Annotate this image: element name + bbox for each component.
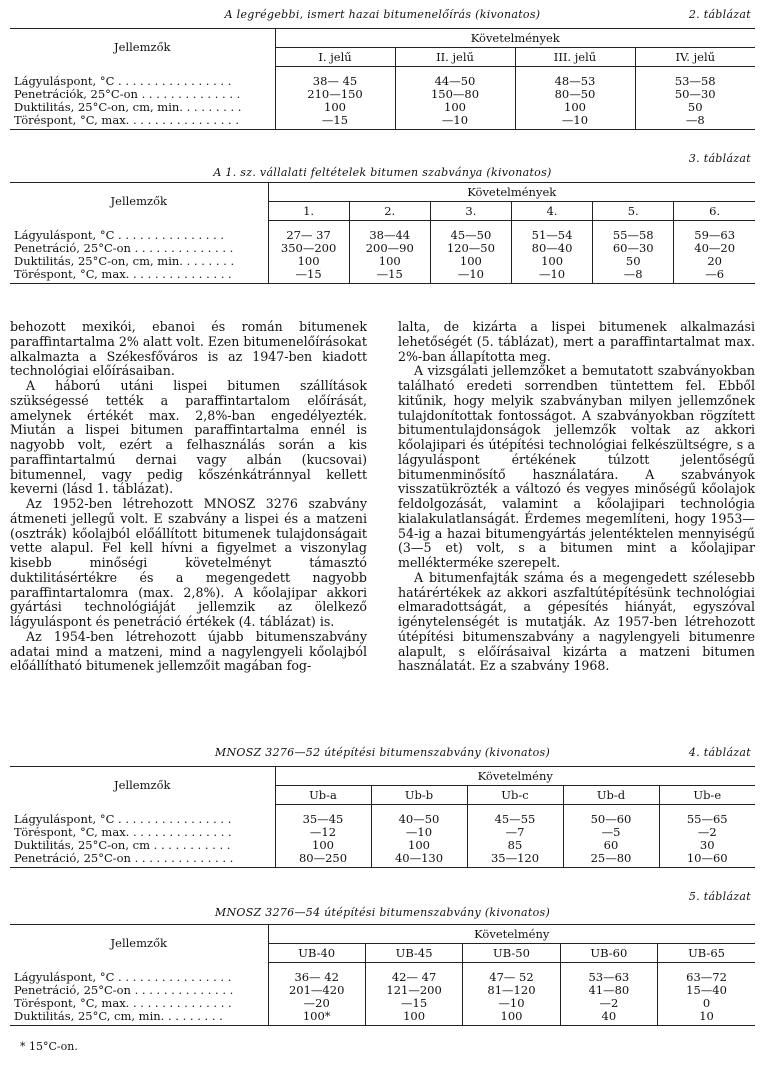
table-3-cell: 60—30: [593, 242, 674, 255]
table-4-col-header: Ub-a: [275, 786, 371, 805]
table-4-row-label: Töréspont, °C, max. . . . . . . . . . . . . . .: [14, 826, 232, 839]
table-4-cell: —10: [371, 826, 467, 839]
paragraph: A háború utáni lispei bitumen szállítások szükségessé tették a paraffintartalom előírását, amelynek értékét max. 2,8%-ban engedélyezték. Miután a lispei bitumen paraffintartalma ennél is nagyobb volt, ezért a felhasználás során a kis paraffintartalmú dernai vagy albán (kucsovai) bitumennel, vagy pedig kőszénkátránnyal kellett keverni (lásd 1. táblázat).: [10, 378, 367, 497]
table-5-row: [10, 963, 755, 985]
table-2-col-header: III. jelű: [515, 48, 635, 67]
table-5-cell: —20: [268, 997, 365, 1010]
table-3-cell: 100: [511, 255, 592, 268]
table-5-cell: —2: [560, 997, 657, 1010]
table-4-title: MNOSZ 3276—52 útépítési bitumenszabvány (kivonatos): [214, 746, 551, 759]
table-2-cell: —10: [395, 114, 515, 130]
table-3-prop-header: Jellemzők: [10, 183, 268, 221]
table-5-cell: 42— 47: [365, 963, 462, 985]
footnote: * 15°C-on.: [20, 1040, 78, 1053]
table-2-req-header: Követelmények: [275, 29, 755, 48]
table-2-cell: 44—50: [395, 67, 515, 89]
table-2-col-header: II. jelű: [395, 48, 515, 67]
table-5-row-label: Töréspont, °C, max. . . . . . . . . . . . . . .: [14, 997, 232, 1010]
table-4-cell: 40—130: [371, 852, 467, 868]
table-4-row: [10, 852, 755, 868]
table-3-title: A 1. sz. vállalati feltételek bitumen szabványa (kivonatos): [213, 166, 552, 179]
table-3-cell: 80—40: [511, 242, 592, 255]
table-2-row-label: Penetrációk, 25°C-on . . . . . . . . . . . . . .: [14, 88, 241, 101]
paragraph: behozott mexikói, ebanoi és román bitumenek paraffintartalma 2% alatt volt. Ezen bitumenelőírásokat alkalmazta a Székesfőváros is az 1947-ben kiadott technológiai előírásaiban.: [10, 319, 367, 379]
table-4-row: [10, 826, 755, 839]
table-5-row-label: Lágyuláspont, °C . . . . . . . . . . . . . . . .: [14, 969, 232, 984]
table-3-cell: 100: [349, 255, 430, 268]
table-3-cell: 27— 37: [268, 221, 349, 243]
paragraph: Az 1952-ben létrehozott MNOSZ 3276 szabvány átmeneti jellegű volt. E szabvány a lispei és a matzeni (osztrák) kőolajból előállított bitumenek tulajdonságait vette alapul. Fel kell hívni a figyelmet a viszonylag kisebb minőségi követelményt támasztó duktilitásértékre és a megengedett nagyobb paraffintartalomra (max. 2,8%). A kőolajipar akkori gyártási technológiáját jellemzik az ölelkező lágyuláspont és penetráció értékek (4. táblázat) is.: [10, 496, 367, 629]
table-2: [10, 28, 755, 130]
table-4-cell: 35—45: [275, 805, 371, 827]
table-3-col-header: 3.: [430, 202, 511, 221]
table-5-cell: 15—40: [658, 984, 755, 997]
table-5-caption: [10, 890, 755, 922]
table-3-req-header: Követelmények: [268, 183, 755, 202]
table-4-col-header: Ub-b: [371, 786, 467, 805]
table-5-col-header: UB-50: [463, 944, 560, 963]
table-5-cell: 0: [658, 997, 755, 1010]
table-2-row-label: Duktilitás, 25°C-on, cm, min. . . . . . . . .: [14, 101, 242, 114]
table-2-cell: 150—80: [395, 88, 515, 101]
table-2-cell: 210—150: [275, 88, 395, 101]
table-2-row-label: Töréspont, °C, max. . . . . . . . . . . . . . . .: [10, 114, 275, 130]
table-3-cell: 200—90: [349, 242, 430, 255]
table-4-cell: —5: [563, 826, 659, 839]
table-4-row: [10, 839, 755, 852]
table-3-cell: 38—44: [349, 221, 430, 243]
table-5-row: [10, 984, 755, 997]
table-2-cell: 48—53: [515, 67, 635, 89]
table-4-row-label: Lágyuláspont, °C . . . . . . . . . . . . . . . .: [14, 811, 232, 826]
table-3-row: [10, 221, 755, 243]
table-5-req-header: Követelmény: [268, 925, 755, 944]
table-3-cell: 20: [674, 255, 755, 268]
table-5-cell: 47— 52: [463, 963, 560, 985]
table-5-col-header: UB-65: [658, 944, 755, 963]
table-3-row-label: Duktilitás, 25°C-on, cm, min. . . . . . . .: [14, 255, 235, 268]
table-2-row-label: Lágyuláspont, °C . . . . . . . . . . . . . . . .: [14, 73, 232, 88]
table-4-row-label: Penetráció, 25°C-on . . . . . . . . . . . . . .: [10, 852, 275, 868]
table-3-cell: 51—54: [511, 221, 592, 243]
table-5-cell: 10: [658, 1010, 755, 1026]
body-column-left: [10, 320, 367, 674]
paragraph: A bitumenfajták száma és a megengedett szélesebb határértékek az akkori aszfaltútépítésünk technológiai elmaradottságát, a gépesítés hiányát, egyszóval igénytelenségét is mutatják. Az 1957-ben létrehozott útépítési bitumenszabvány a nagylengyeli bitumenre alapult, s előírásaival kizárta a matzeni bitumen használatát. Ez a szabvány 1968.: [398, 569, 755, 674]
table-3-col-header: 6.: [674, 202, 755, 221]
table-2-cell: 50: [635, 101, 755, 114]
table-2-cell: —8: [635, 114, 755, 130]
table-2-cell: 100: [395, 101, 515, 114]
table-5-row-label: Penetráció, 25°C-on . . . . . . . . . . . . . .: [14, 984, 234, 997]
table-2-title: A legrégebbi, ismert hazai bitumenelőírás (kivonatos): [224, 8, 541, 21]
table-3-cell: 40—20: [674, 242, 755, 255]
table-4-col-header: Ub-d: [563, 786, 659, 805]
table-4-caption: [10, 746, 755, 764]
table-4-cell: —12: [275, 826, 371, 839]
table-3-cell: 45—50: [430, 221, 511, 243]
table-3-col-header: 4.: [511, 202, 592, 221]
table-5-row: [10, 1010, 755, 1026]
body-column-right: [398, 320, 755, 674]
table-4-number: 4. táblázat: [688, 746, 751, 759]
table-5: [10, 924, 755, 1026]
table-3-cell: —10: [430, 268, 511, 284]
table-5-col-header: UB-60: [560, 944, 657, 963]
table-5-prop-header: Jellemzők: [10, 925, 268, 963]
table-3-col-header: 1.: [268, 202, 349, 221]
table-3-col-header: 2.: [349, 202, 430, 221]
table-2-cell: —15: [275, 114, 395, 130]
table-3: [10, 182, 755, 284]
table-5-row: [10, 997, 755, 1010]
table-2-prop-header: Jellemzők: [10, 29, 275, 67]
table-2-row: [10, 88, 755, 101]
table-5-cell: —15: [365, 997, 462, 1010]
table-4-cell: 30: [659, 839, 755, 852]
table-5-title: MNOSZ 3276—54 útépítési bitumenszabvány (kivonatos): [214, 906, 551, 919]
table-2-caption: [10, 8, 755, 26]
table-5-cell: —10: [463, 997, 560, 1010]
table-2-cell: 38— 45: [275, 67, 395, 89]
table-3-cell: 50: [593, 255, 674, 268]
table-4-req-header: Követelmény: [275, 767, 755, 786]
table-3-row-label: Töréspont, °C, max. . . . . . . . . . . . . . .: [10, 268, 268, 284]
table-3-cell: —8: [593, 268, 674, 284]
table-3-cell: 120—50: [430, 242, 511, 255]
table-2-cell: 100: [275, 101, 395, 114]
table-2-row: [10, 114, 755, 130]
table-3-col-header: 5.: [593, 202, 674, 221]
table-5-cell: 36— 42: [268, 963, 365, 985]
table-4-cell: —2: [659, 826, 755, 839]
table-4-cell: 55—65: [659, 805, 755, 827]
table-2-cell: 100: [515, 101, 635, 114]
table-3-cell: 59—63: [674, 221, 755, 243]
table-2-col-header: IV. jelű: [635, 48, 755, 67]
paragraph: lalta, de kizárta a lispei bitumenek alkalmazási lehetőségét (5. táblázat), mert a paraffintartalmat max. 2%-ban állapította meg.: [398, 319, 755, 364]
table-5-cell: 41—80: [560, 984, 657, 997]
table-4-cell: 25—80: [563, 852, 659, 868]
table-3-cell: —15: [268, 268, 349, 284]
table-5-col-header: UB-40: [268, 944, 365, 963]
table-4-row-label: Duktilitás, 25°C-on, cm . . . . . . . . . . .: [14, 839, 231, 852]
table-3-cell: 100: [430, 255, 511, 268]
table-2-row: [10, 101, 755, 114]
table-3-cell: —10: [511, 268, 592, 284]
table-3-cell: —6: [674, 268, 755, 284]
table-4-cell: 100: [275, 839, 371, 852]
table-5-cell: 100*: [268, 1010, 365, 1026]
table-4-cell: 10—60: [659, 852, 755, 868]
table-5-cell: 201—420: [268, 984, 365, 997]
table-3-caption: [10, 152, 755, 182]
table-2-cell: —10: [515, 114, 635, 130]
table-4-cell: 85: [467, 839, 563, 852]
table-4-cell: 60: [563, 839, 659, 852]
table-4-cell: 40—50: [371, 805, 467, 827]
table-4-cell: 100: [371, 839, 467, 852]
table-5-number: 5. táblázat: [688, 890, 751, 903]
table-3-cell: 55—58: [593, 221, 674, 243]
table-3-cell: 350—200: [268, 242, 349, 255]
table-4-prop-header: Jellemzők: [10, 767, 275, 805]
table-2-cell: 80—50: [515, 88, 635, 101]
table-3-row: [10, 268, 755, 284]
table-4-cell: 80—250: [275, 852, 371, 868]
table-3-number: 3. táblázat: [688, 152, 751, 165]
table-3-cell: —15: [349, 268, 430, 284]
table-5-col-header: UB-45: [365, 944, 462, 963]
paragraph: Az 1954-ben létrehozott újabb bitumenszabvány adatai mind a matzeni, mind a nagylengyeli kőolajból előállítható bitumenek jellemzőit magában fog-: [10, 628, 367, 674]
paragraph: A vizsgálati jellemzőket a bemutatott szabványokban található eredeti sorrendben tüntettem fel. Ebből kitűnik, hogy melyik szabványban milyen jellemzőnek tulajdonítottak fontosságot. A szabványokban rögzített bitumentulajdonságok jellemzők voltak az akkori kőolajipari és útépítési technológiai felkészültségre, s a lágyuláspont értékének túlzott jelentőségű bitumenminősítő használatára. A szabványok visszatükrözték a változó és vegyes minőségű kőolajok feldolgozását, valamint a kőolajipari technológia kialakulatlanságát. Érdemes megemlíteni, hogy 1953—54-ig a hazai bitumengyártás jelentéktelen mennyiségű (3—5 et) volt, s a bitumen mint a kőolajipar mellékterméke szerepelt.: [398, 363, 755, 570]
table-3-row-label: Penetráció, 25°C-on . . . . . . . . . . . . . .: [14, 242, 234, 255]
table-3-row-label: Lágyuláspont, °C . . . . . . . . . . . . . . .: [14, 227, 225, 242]
table-5-cell: 53—63: [560, 963, 657, 985]
table-5-cell: 100: [365, 1010, 462, 1026]
table-4-col-header: Ub-e: [659, 786, 755, 805]
table-5-cell: 40: [560, 1010, 657, 1026]
table-5-row-label: Duktilitás, 25°C, cm, min. . . . . . . . .: [10, 1010, 268, 1026]
table-4-row: [10, 805, 755, 827]
table-2-col-header: I. jelű: [275, 48, 395, 67]
table-3-cell: 100: [268, 255, 349, 268]
table-4-cell: 35—120: [467, 852, 563, 868]
table-5-cell: 100: [463, 1010, 560, 1026]
table-4: [10, 766, 755, 868]
table-4-col-header: Ub-c: [467, 786, 563, 805]
table-2-cell: 53—58: [635, 67, 755, 89]
table-4-cell: —7: [467, 826, 563, 839]
table-4-cell: 45—55: [467, 805, 563, 827]
table-2-row: [10, 67, 755, 89]
table-2-number: 2. táblázat: [688, 8, 751, 21]
table-5-cell: 63—72: [658, 963, 755, 985]
table-5-cell: 121—200: [365, 984, 462, 997]
body-text: [10, 320, 755, 735]
table-5-cell: 81—120: [463, 984, 560, 997]
table-2-cell: 50—30: [635, 88, 755, 101]
table-4-cell: 50—60: [563, 805, 659, 827]
